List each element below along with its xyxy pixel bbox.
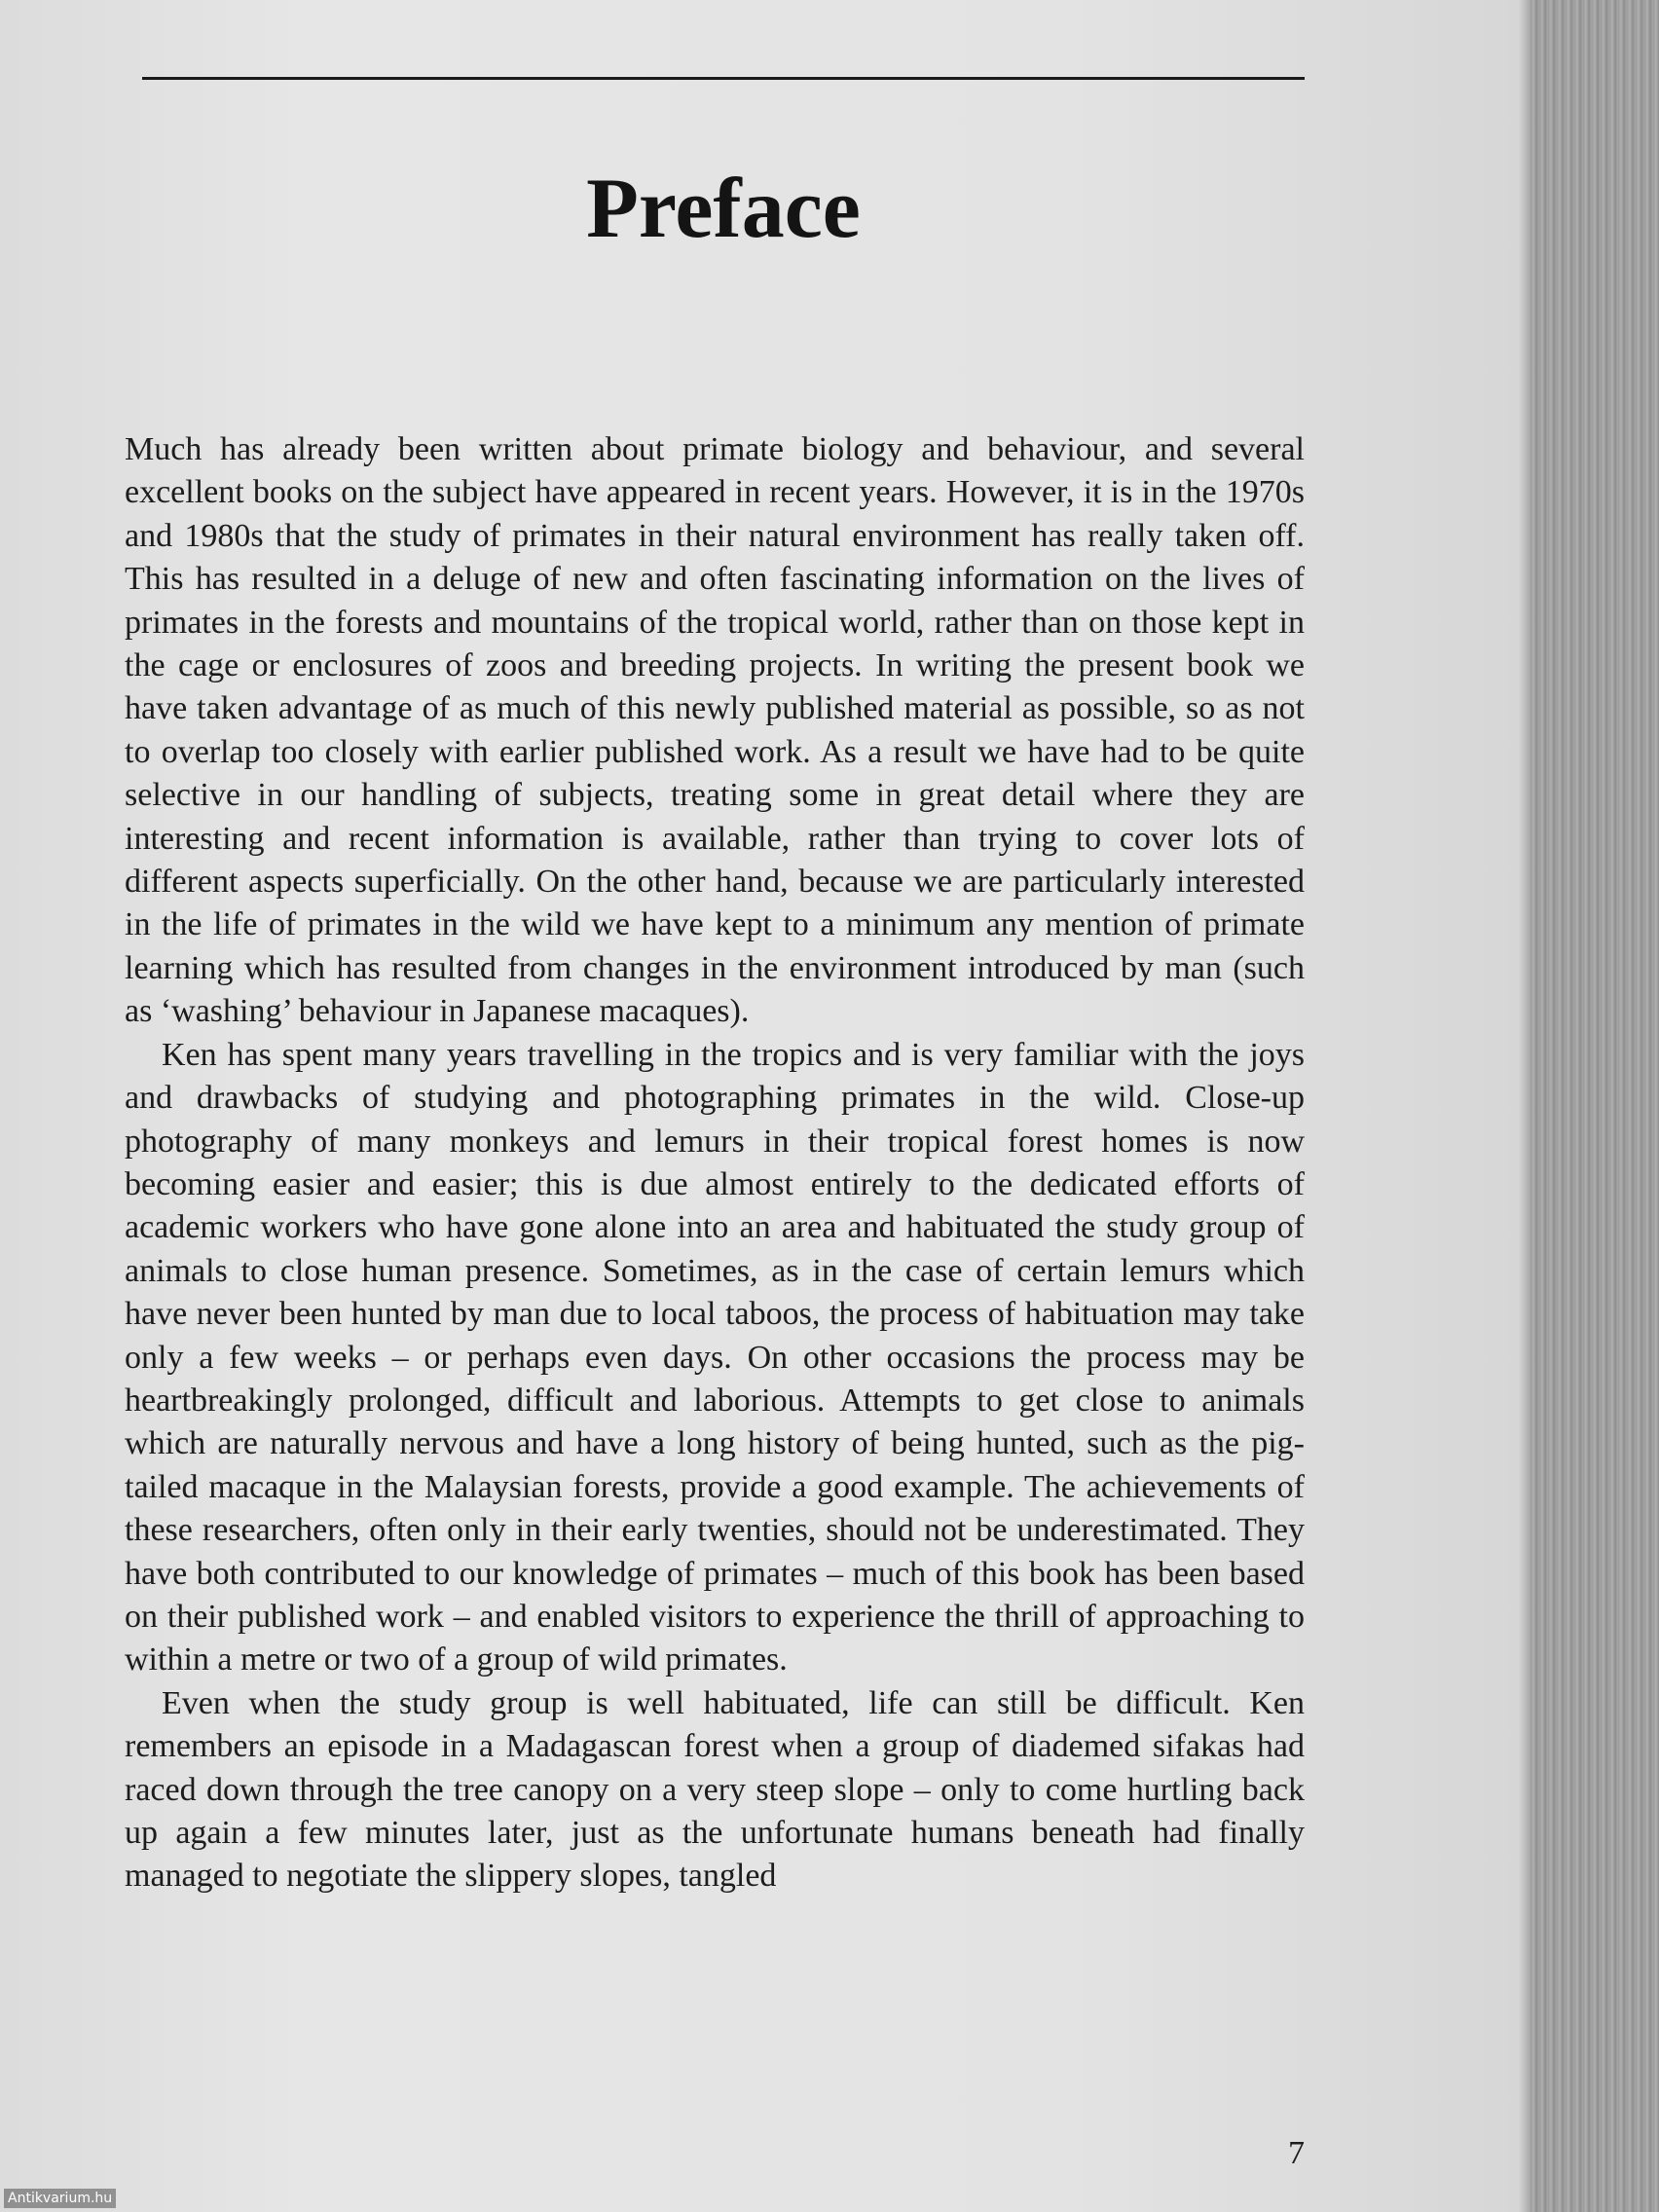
paragraph-1: Much has already been written about primate biology and behaviour, and several excellent books on the subject have appeared in recent years. However, it is in the 1970s and 1980s that the study of primates in their natural environment has really taken off. This has resulted in a deluge of new and often fascinating information on the lives of primates in the forests and mountains of the tropical world, rather than on those kept in the cage or enclosures of zoos and breeding projects. In writing the present book we have taken advantage of as much of this newly published material as possible, so as not to overlap too closely with earlier published work. As a result we have had to be quite selective in our handling of subjects, treating some in great detail where they are interesting and recent information is available, rather than trying to cover lots of different aspects superficially. On the other hand, because we are particularly interested in the life of primates in the wild we have kept to a minimum any mention of primate learning which has resulted from changes in the environment introduced by man (such as ‘washing’ behaviour in Japanese macaques). [125,431,1305,1030]
body-text [125,428,1305,1899]
page-number: 7 [1288,2135,1305,2171]
page-stack-edge [1530,0,1659,2212]
paragraph-2: Ken has spent many years travelling in the tropics and is very familiar with the joys and drawbacks of studying and photographing primates in the wild. Close-up photography of many monkeys and lemurs in their tropical forest homes is now becoming easier and easier; this is due almost entirely to the dedicated efforts of academic workers who have gone alone into an area and habituated the study group of animals to close human presence. Sometimes, as in the case of certain lemurs which have never been hunted by man due to local taboos, the process of habituation may take only a few weeks – or perhaps even days. On other occasions the process may be heartbreakingly prolonged, difficult and laborious. Attempts to get close to animals which are naturally nervous and have a long history of being hunted, such as the pig-tailed macaque in the Malaysian forests, provide a good example. The achievements of these researchers, often only in their early twenties, should not be underestimated. They have both contributed to our knowledge of primates – much of this book has been based on their published work – and enabled visitors to experience the thrill of approaching to within a metre or two of a group of wild primates. [125,1036,1305,1678]
page-title: Preface [586,162,861,256]
watermark: Antikvarium.hu [4,2189,116,2208]
paragraph-3: Even when the study group is well habituated, life can still be difficult. Ken remembers an episode in a Madagascan forest when a group of diademed sifakas had raced down through the tree canopy on a very steep slope – only to come hurtling back up again a few minutes later, just as the unfortunate humans beneath had finally managed to negotiate the slippery slopes, tangled [125,1684,1305,1895]
top-rule [142,77,1305,80]
